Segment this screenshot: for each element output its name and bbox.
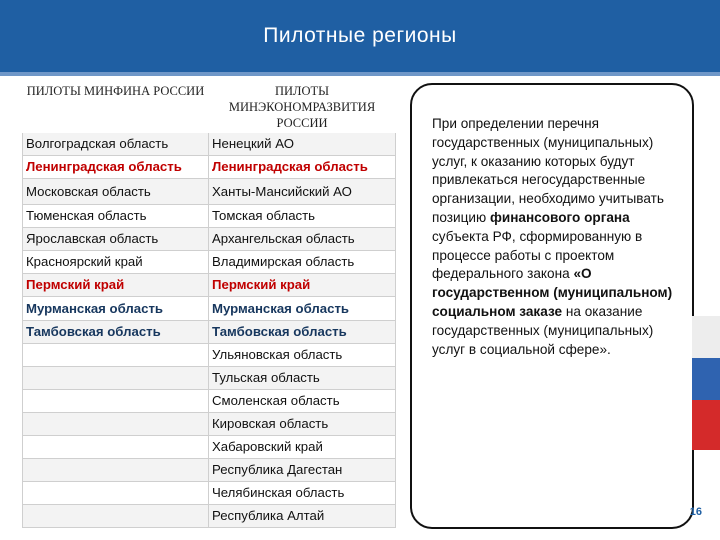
page-title: Пилотные регионы bbox=[263, 24, 457, 47]
table-row bbox=[23, 505, 396, 528]
cell-minfin: Московская область bbox=[23, 179, 209, 205]
cell-minfin bbox=[23, 505, 209, 528]
cell-minekonom: Ненецкий АО bbox=[209, 133, 396, 156]
table-row bbox=[23, 297, 396, 321]
flag-stripe-white bbox=[692, 316, 720, 358]
cell-minfin: Тамбовская область bbox=[23, 321, 209, 344]
title-bar bbox=[0, 0, 720, 72]
cell-minekonom: Тамбовская область bbox=[209, 321, 396, 344]
cell-minfin bbox=[23, 390, 209, 413]
table-row bbox=[23, 321, 396, 344]
regions-table bbox=[22, 80, 395, 528]
cell-minekonom: Тульская область bbox=[209, 367, 396, 390]
table-row bbox=[23, 436, 396, 459]
cell-minfin: Волгоградская область bbox=[23, 133, 209, 156]
cell-minekonom: Томская область bbox=[209, 205, 396, 228]
cell-minekonom: Пермский край bbox=[209, 274, 396, 297]
cell-minfin bbox=[23, 367, 209, 390]
table-row bbox=[23, 459, 396, 482]
cell-minfin bbox=[23, 482, 209, 505]
cell-minekonom: Архангельская область bbox=[209, 228, 396, 251]
cell-minfin bbox=[23, 413, 209, 436]
cell-minekonom: Челябинская область bbox=[209, 482, 396, 505]
cell-minekonom: Мурманская область bbox=[209, 297, 396, 321]
page-number: 16 bbox=[689, 506, 702, 518]
table-row bbox=[23, 390, 396, 413]
header-divider bbox=[0, 72, 720, 76]
cell-minfin: Пермский край bbox=[23, 274, 209, 297]
cell-minfin bbox=[23, 436, 209, 459]
table-row bbox=[23, 344, 396, 367]
table-row bbox=[23, 482, 396, 505]
cell-minfin: Мурманская область bbox=[23, 297, 209, 321]
table-row bbox=[23, 133, 396, 156]
table-row bbox=[23, 367, 396, 390]
cell-minekonom: Кировская область bbox=[209, 413, 396, 436]
callout-bold-1: финансового органа bbox=[489, 209, 630, 225]
flag-stripe-blue bbox=[692, 358, 720, 400]
cell-minfin bbox=[23, 344, 209, 367]
cell-minekonom: Республика Дагестан bbox=[209, 459, 396, 482]
table-row bbox=[23, 413, 396, 436]
column-header-minfin: ПИЛОТЫ МИНФИНА РОССИИ bbox=[23, 80, 209, 133]
table-row bbox=[23, 251, 396, 274]
cell-minekonom: Ленинградская область bbox=[209, 156, 396, 179]
info-callout bbox=[410, 83, 694, 529]
flag-stripe-red bbox=[692, 400, 720, 450]
table-body bbox=[23, 133, 396, 528]
cell-minekonom: Хабаровский край bbox=[209, 436, 396, 459]
cell-minekonom: Владимирская область bbox=[209, 251, 396, 274]
cell-minfin: Ярославская область bbox=[23, 228, 209, 251]
column-header-minekonom: ПИЛОТЫ МИНЭКОНОМРАЗВИТИЯ РОССИИ bbox=[209, 80, 396, 133]
cell-minfin: Красноярский край bbox=[23, 251, 209, 274]
callout-part-3: на оказание государственных (муниципальных) услуг в социальной сфере». bbox=[432, 303, 654, 357]
callout-text bbox=[432, 115, 684, 359]
cell-minfin: Тюменская область bbox=[23, 205, 209, 228]
cell-minekonom: Ульяновская область bbox=[209, 344, 396, 367]
table-row bbox=[23, 179, 396, 205]
callout-bold-2: «О государственном (муниципальном) социальном заказе bbox=[432, 266, 673, 319]
callout-part-1: При определении перечня государственных (муниципальных) услуг, к оказанию которых будут привлекаться негосударственные организации, необходимо учитывать позицию bbox=[432, 116, 664, 225]
cell-minekonom: Смоленская область bbox=[209, 390, 396, 413]
cell-minekonom: Республика Алтай bbox=[209, 505, 396, 528]
cell-minfin bbox=[23, 459, 209, 482]
cell-minekonom: Ханты-Мансийский АО bbox=[209, 179, 396, 205]
table-row bbox=[23, 228, 396, 251]
cell-minfin: Ленинградская область bbox=[23, 156, 209, 179]
callout-part-2: субъекта РФ, сформированную в процессе работы с проектом федерального закона bbox=[432, 228, 643, 282]
table-row bbox=[23, 156, 396, 179]
table-row bbox=[23, 205, 396, 228]
table-row bbox=[23, 274, 396, 297]
